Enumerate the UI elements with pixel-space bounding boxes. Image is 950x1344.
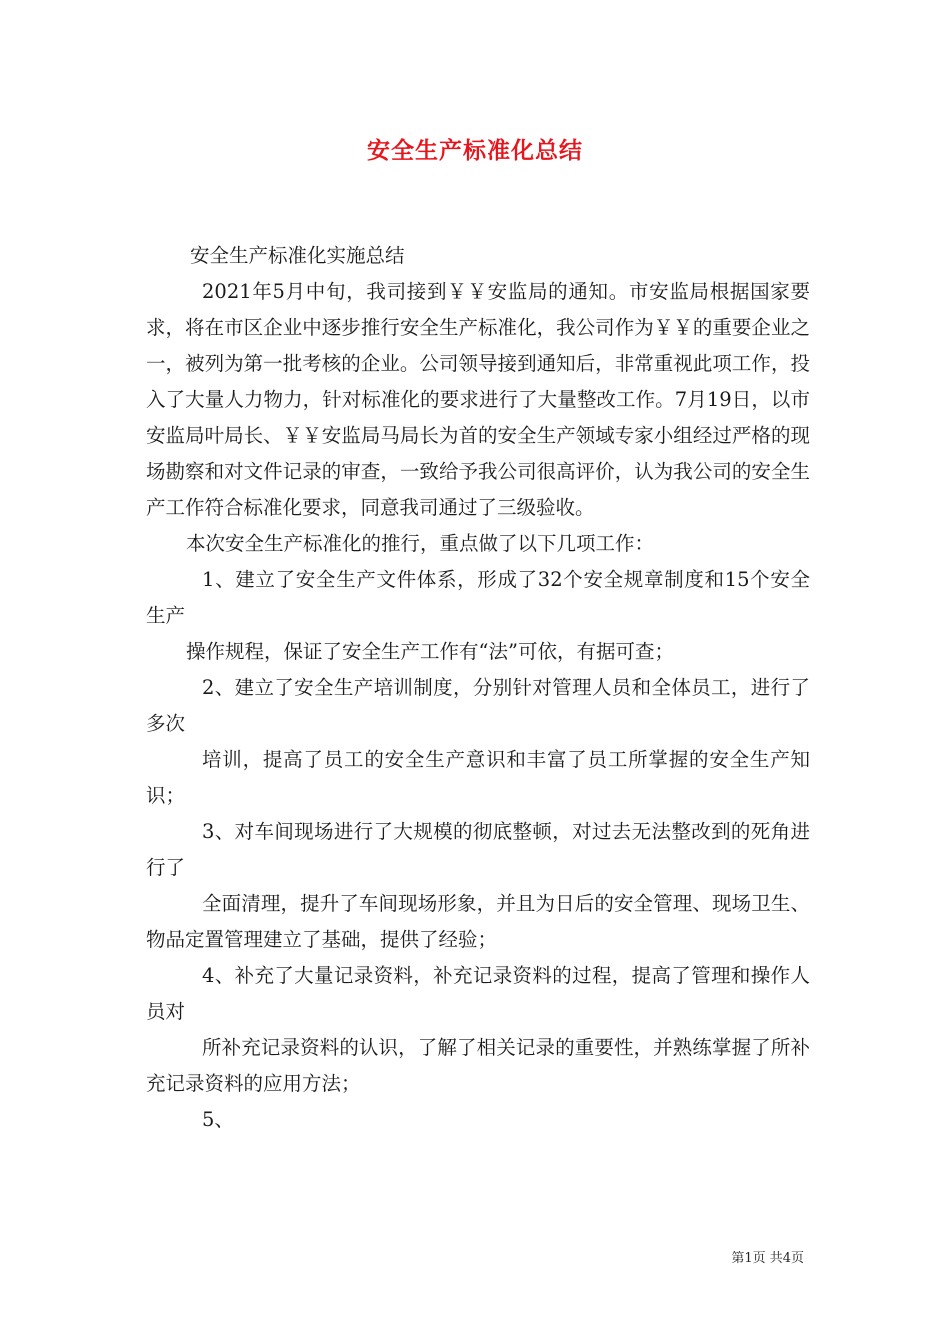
list-item-4-first: 4、补充了大量记录资料，补充记录资料的过程，提高了管理和操作人员对	[146, 964, 810, 1023]
list-item-2-second: 培训，提高了员工的安全生产意识和丰富了员工所掌握的安全生产知识；	[146, 748, 810, 807]
list-item-3-first: 3、对车间现场进行了大规模的彻底整顿，对过去无法整改到的死角进行了	[146, 820, 810, 879]
paragraph-lead: 本次安全生产标准化的推行，重点做了以下几项工作：	[186, 532, 655, 555]
document-subtitle: 安全生产标准化实施总结	[190, 244, 405, 267]
list-item-3-second: 全面清理，提升了车间现场形象，并且为日后的安全管理、现场卫生、物品定置管理建立了基础，提供了经验；	[146, 892, 810, 951]
page-title: 安全生产标准化总结	[367, 138, 583, 164]
list-item-2-first: 2、建立了安全生产培训制度，分别针对管理人员和全体员工，进行了多次	[146, 676, 810, 735]
list-item-4-second: 所补充记录资料的认识，了解了相关记录的重要性，并熟练掌握了所补充记录资料的应用方法；	[146, 1036, 810, 1095]
list-item-1-first: 1、建立了安全生产文件体系，形成了32个安全规章制度和15个安全生产	[146, 568, 810, 627]
list-item-1-second: 操作规程，保证了安全生产工作有“法”可依，有据可查；	[186, 640, 674, 663]
page-number: 第1页 共4页	[731, 1251, 804, 1266]
document-body	[146, 238, 810, 1138]
list-item-5: 5、	[202, 1108, 234, 1131]
paragraph-intro: 2021年5月中旬，我司接到￥￥安监局的通知。市安监局根据国家要求，将在市区企业中逐步推行安全生产标准化，我公司作为￥￥的重要企业之一，被列为第一批考核的企业。公司领导接到通知后，非常重视此项工作，投入了大量人力物力，针对标准化的要求进行了大量整改工作。7月19日，以市安监局叶局长、￥￥安监局马局长为首的安全生产领域专家小组经过严格的现场勘察和对文件记录的审查，一致给予我公司很高评价，认为我公司的安全生产工作符合标准化要求，同意我司通过了三级验收。	[146, 280, 810, 519]
